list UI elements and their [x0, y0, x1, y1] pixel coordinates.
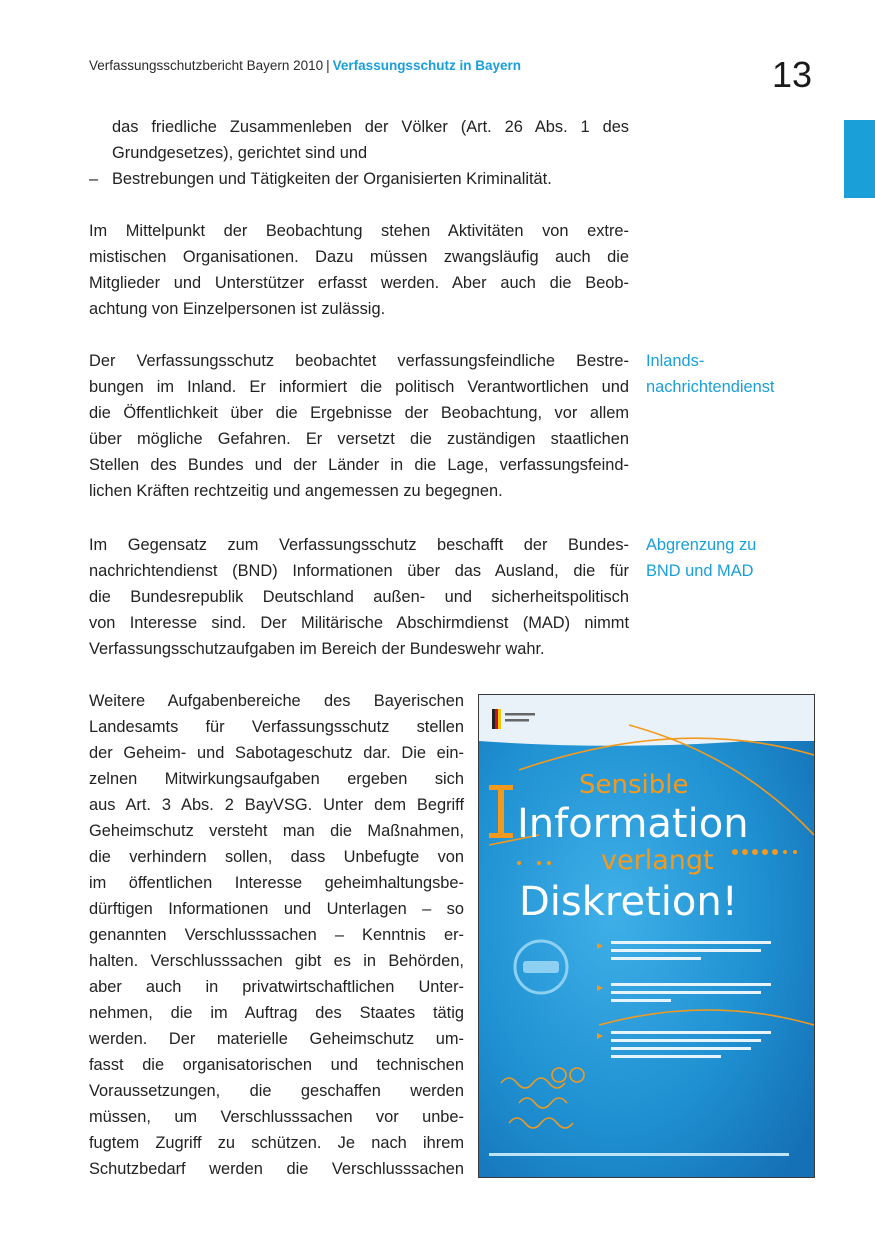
text-line: die Öffentlichkeit über die Ergebnisse der Beobachtung, vor allem	[89, 404, 629, 422]
text-line: Schutzbedarf werden die Verschlusssachen	[89, 1160, 464, 1178]
text-line: fasst die organisatorischen und technischen	[89, 1056, 464, 1074]
text-line: im öffentlichen Interesse geheimhaltungsbe-	[89, 874, 464, 892]
text-line: aber auch in privatwirtschaftlichen Unter-	[89, 978, 464, 996]
text-line: Grundgesetzes), gerichtet sind und	[112, 144, 368, 162]
text-line: genannten Verschlusssachen – Kenntnis er-	[89, 926, 464, 944]
section-title: Verfassungsschutz in Bayern	[332, 58, 521, 73]
text-line: Stellen des Bundes und der Länder in die Lage, verfassungsfeind-	[89, 456, 629, 474]
text-line: die verhindern sollen, dass Unbefugte von	[89, 848, 464, 866]
paragraph-geheimschutz	[89, 688, 464, 1182]
text-line: müssen, um Verschlusssachen vor unbe-	[89, 1108, 464, 1126]
text-line: bungen im Inland. Er informiert die politisch Verantwortlichen und	[89, 378, 629, 396]
text-line: nehmen, die im Auftrag des Staates tätig	[89, 1004, 464, 1022]
text-line: aus Art. 3 Abs. 2 BayVSG. Unter dem Begriff	[89, 796, 464, 814]
text-line: lichen Kräften rechtzeitig und angemessen zu begegnen.	[89, 482, 503, 500]
poster-headline-line-4: Diskretion!	[519, 879, 738, 925]
text-line: von Interesse sind. Der Militärische Abschirmdienst (MAD) nimmt	[89, 614, 629, 632]
list-item-text: Bestrebungen und Tätigkeiten der Organisierten Kriminalität.	[112, 170, 552, 188]
text-line: das friedliche Zusammenleben der Völker (Art. 26 Abs. 1 des	[112, 118, 629, 136]
margin-note-line: nachrichtendienst	[646, 378, 775, 396]
list-bullet: –	[89, 170, 99, 188]
text-line: zelnen Mitwirkungsaufgaben ergeben sich	[89, 770, 464, 788]
text-line: werden. Der materielle Geheimschutz um-	[89, 1030, 464, 1048]
text-line: Im Gegensatz zum Verfassungsschutz beschafft der Bundes-	[89, 536, 629, 554]
text-line: Im Mittelpunkt der Beobachtung stehen Aktivitäten von extre-	[89, 222, 629, 240]
poster-headline-line-3: verlangt	[601, 845, 714, 876]
text-line: nachrichtendienst (BND) Informationen über das Ausland, die für	[89, 562, 629, 580]
text-line: über mögliche Gefahren. Er versetzt die zuständigen staatlichen	[89, 430, 629, 448]
text-line: Geheimschutz versteht man die Maßnahmen,	[89, 822, 464, 840]
text-line: achtung von Einzelpersonen ist zulässig.	[89, 300, 386, 318]
running-header	[89, 58, 521, 73]
header-separator: |	[326, 58, 330, 73]
text-line: Mitglieder und Unterstützer erfasst werden. Aber auch die Beob-	[89, 274, 629, 292]
margin-note-line: Inlands-	[646, 352, 705, 370]
text-line: Verfassungsschutzaufgaben im Bereich der Bundeswehr wahr.	[89, 640, 545, 658]
report-title: Verfassungsschutzbericht Bayern 2010	[89, 58, 324, 73]
margin-note-line: Abgrenzung zu	[646, 536, 757, 554]
page-number: 13	[772, 54, 813, 95]
poster-footer-text	[489, 1153, 789, 1156]
paragraph-inland	[89, 348, 629, 504]
paragraph-beobachtung	[89, 218, 629, 322]
text-line: mistischen Organisationen. Dazu müssen zwangsläufig auch die	[89, 248, 629, 266]
chapter-tab-marker	[844, 120, 875, 198]
margin-note-line: BND und MAD	[646, 562, 754, 580]
text-line: fugtem Zugriff zu schützen. Je nach ihrem	[89, 1134, 464, 1152]
margin-note-inlandsnachrichtendienst	[646, 348, 774, 400]
text-line: halten. Verschlusssachen gibt es in Behörden,	[89, 952, 464, 970]
poster-headline-line-2: Information	[517, 801, 749, 847]
text-line: Voraussetzungen, die geschaffen werden	[89, 1082, 464, 1100]
text-line: Der Verfassungsschutz beobachtet verfassungsfeindliche Bestre-	[89, 352, 629, 370]
poster-headline-line-1: Sensible	[579, 770, 689, 800]
margin-note-abgrenzung	[646, 532, 756, 584]
poster-image	[478, 694, 815, 1178]
text-line: die Bundesrepublik Deutschland außen- und sicherheitspolitisch	[89, 588, 629, 606]
text-line: Weitere Aufgabenbereiche des Bayerischen	[89, 692, 464, 710]
poster-graphic	[479, 695, 814, 1177]
text-line: der Geheim- und Sabotageschutz dar. Die ein-	[89, 744, 464, 762]
paragraph-abgrenzung	[89, 532, 629, 662]
text-line: Landesamts für Verfassungsschutz stellen	[89, 718, 464, 736]
text-line: dürftigen Informationen und Unterlagen – so	[89, 900, 464, 918]
list-continuation	[112, 114, 629, 166]
